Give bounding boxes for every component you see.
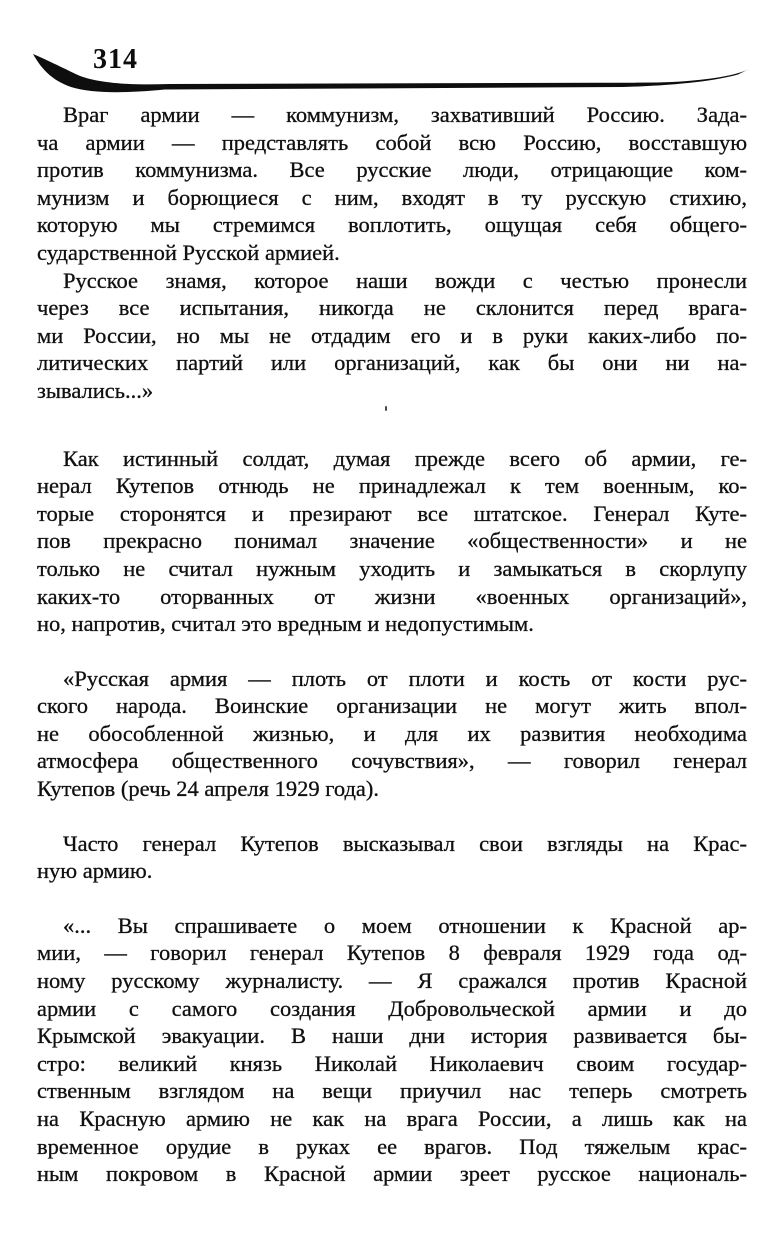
text-line: Враг армии — коммунизм, захвативший Россию. Зада- bbox=[63, 102, 747, 127]
text-line: против коммунизма. Все русские люди, отрицающие ком- bbox=[37, 157, 747, 183]
text-line: Крымской эвакуации. В наши дни история развивается бы- bbox=[37, 1023, 747, 1049]
paragraph-3 bbox=[37, 445, 747, 638]
text-line: мунизм и борющиеся с ним, входят в ту русскую стихию, bbox=[37, 184, 747, 210]
text-line: ственным взглядом на вещи приучил нас теперь смотреть bbox=[37, 1078, 747, 1104]
text-line: только не считал нужным уходить и замыкаться в скорлупу bbox=[37, 555, 747, 581]
text-line: ному русскому журналисту. — Я сражался против Красной bbox=[37, 968, 747, 994]
text-line: Часто генерал Кутепов высказывал свои взгляды на Крас- bbox=[63, 830, 747, 856]
text-line: временное орудие в руках ее врагов. Под тяжелым крас- bbox=[37, 1133, 747, 1159]
text-line: Русское знамя, которое наши вожди с честью пронесли bbox=[63, 267, 747, 293]
text-line: стро: великий князь Николай Николаевич своим государ- bbox=[37, 1050, 747, 1076]
paragraph-1 bbox=[37, 101, 747, 267]
text-line: армии с самого создания Добровольческой армии и до bbox=[37, 995, 747, 1021]
text-line: каких-то оторванных от жизни «военных организаций», bbox=[37, 583, 747, 609]
text-line: Как истинный солдат, думая прежде всего об армии, ге- bbox=[63, 445, 747, 471]
text-line: «... Вы спрашиваете о моем отношении к Красной ар- bbox=[63, 912, 747, 938]
text-line: не обособленной жизнью, и для их развития необходима bbox=[37, 720, 747, 746]
text-line: которую мы стремимся воплотить, ощущая себя общего- bbox=[37, 212, 747, 238]
text-line: литических партий или организаций, как бы они ни на- bbox=[37, 350, 747, 376]
page-body bbox=[37, 101, 747, 1188]
text-line: ми России, но мы не отдадим его и в руки каких-либо по- bbox=[37, 322, 747, 348]
text-line: ча армии — представлять собой всю Россию, восставшую bbox=[37, 129, 747, 155]
header-swoosh-rule-icon bbox=[33, 52, 749, 98]
paragraph-5 bbox=[37, 830, 747, 885]
text-line: нерал Кутепов отнюдь не принадлежал к тем военным, ко- bbox=[37, 473, 747, 499]
text-line: ным покровом в Красной армии зреет русское националь- bbox=[37, 1161, 747, 1187]
paragraph-2 bbox=[37, 267, 747, 405]
text-line: Кутепов (речь 24 апреля 1929 года). bbox=[37, 776, 380, 802]
text-line: мии, — говорил генерал Кутепов 8 февраля 1929 года од- bbox=[37, 940, 747, 966]
scan-artifact-speck bbox=[385, 406, 387, 411]
page-number: 314 bbox=[93, 44, 138, 75]
text-line: сударственной Русской армией. bbox=[37, 239, 340, 265]
paragraph-6 bbox=[37, 912, 747, 1188]
text-line: ную армию. bbox=[37, 858, 153, 884]
text-line: торые сторонятся и презирают все штатское. Генерал Куте- bbox=[37, 500, 747, 526]
text-line: через все испытания, никогда не склонится перед врага- bbox=[37, 295, 747, 321]
text-line: зывались...» bbox=[37, 377, 154, 403]
text-line: «Русская армия — плоть от плоти и кость от кости рус- bbox=[63, 665, 747, 691]
text-line: ского народа. Воинские организации не могут жить впол- bbox=[37, 693, 747, 719]
text-line: атмосфера общественного сочувствия», — говорил генерал bbox=[37, 748, 747, 774]
paragraph-4 bbox=[37, 665, 747, 803]
text-line: на Красную армию не как на врага России, а лишь как на bbox=[37, 1106, 747, 1131]
text-line: но, напротив, считал это вредным и недопустимым. bbox=[37, 611, 534, 637]
text-line: пов прекрасно понимал значение «общественности» и не bbox=[37, 528, 747, 554]
